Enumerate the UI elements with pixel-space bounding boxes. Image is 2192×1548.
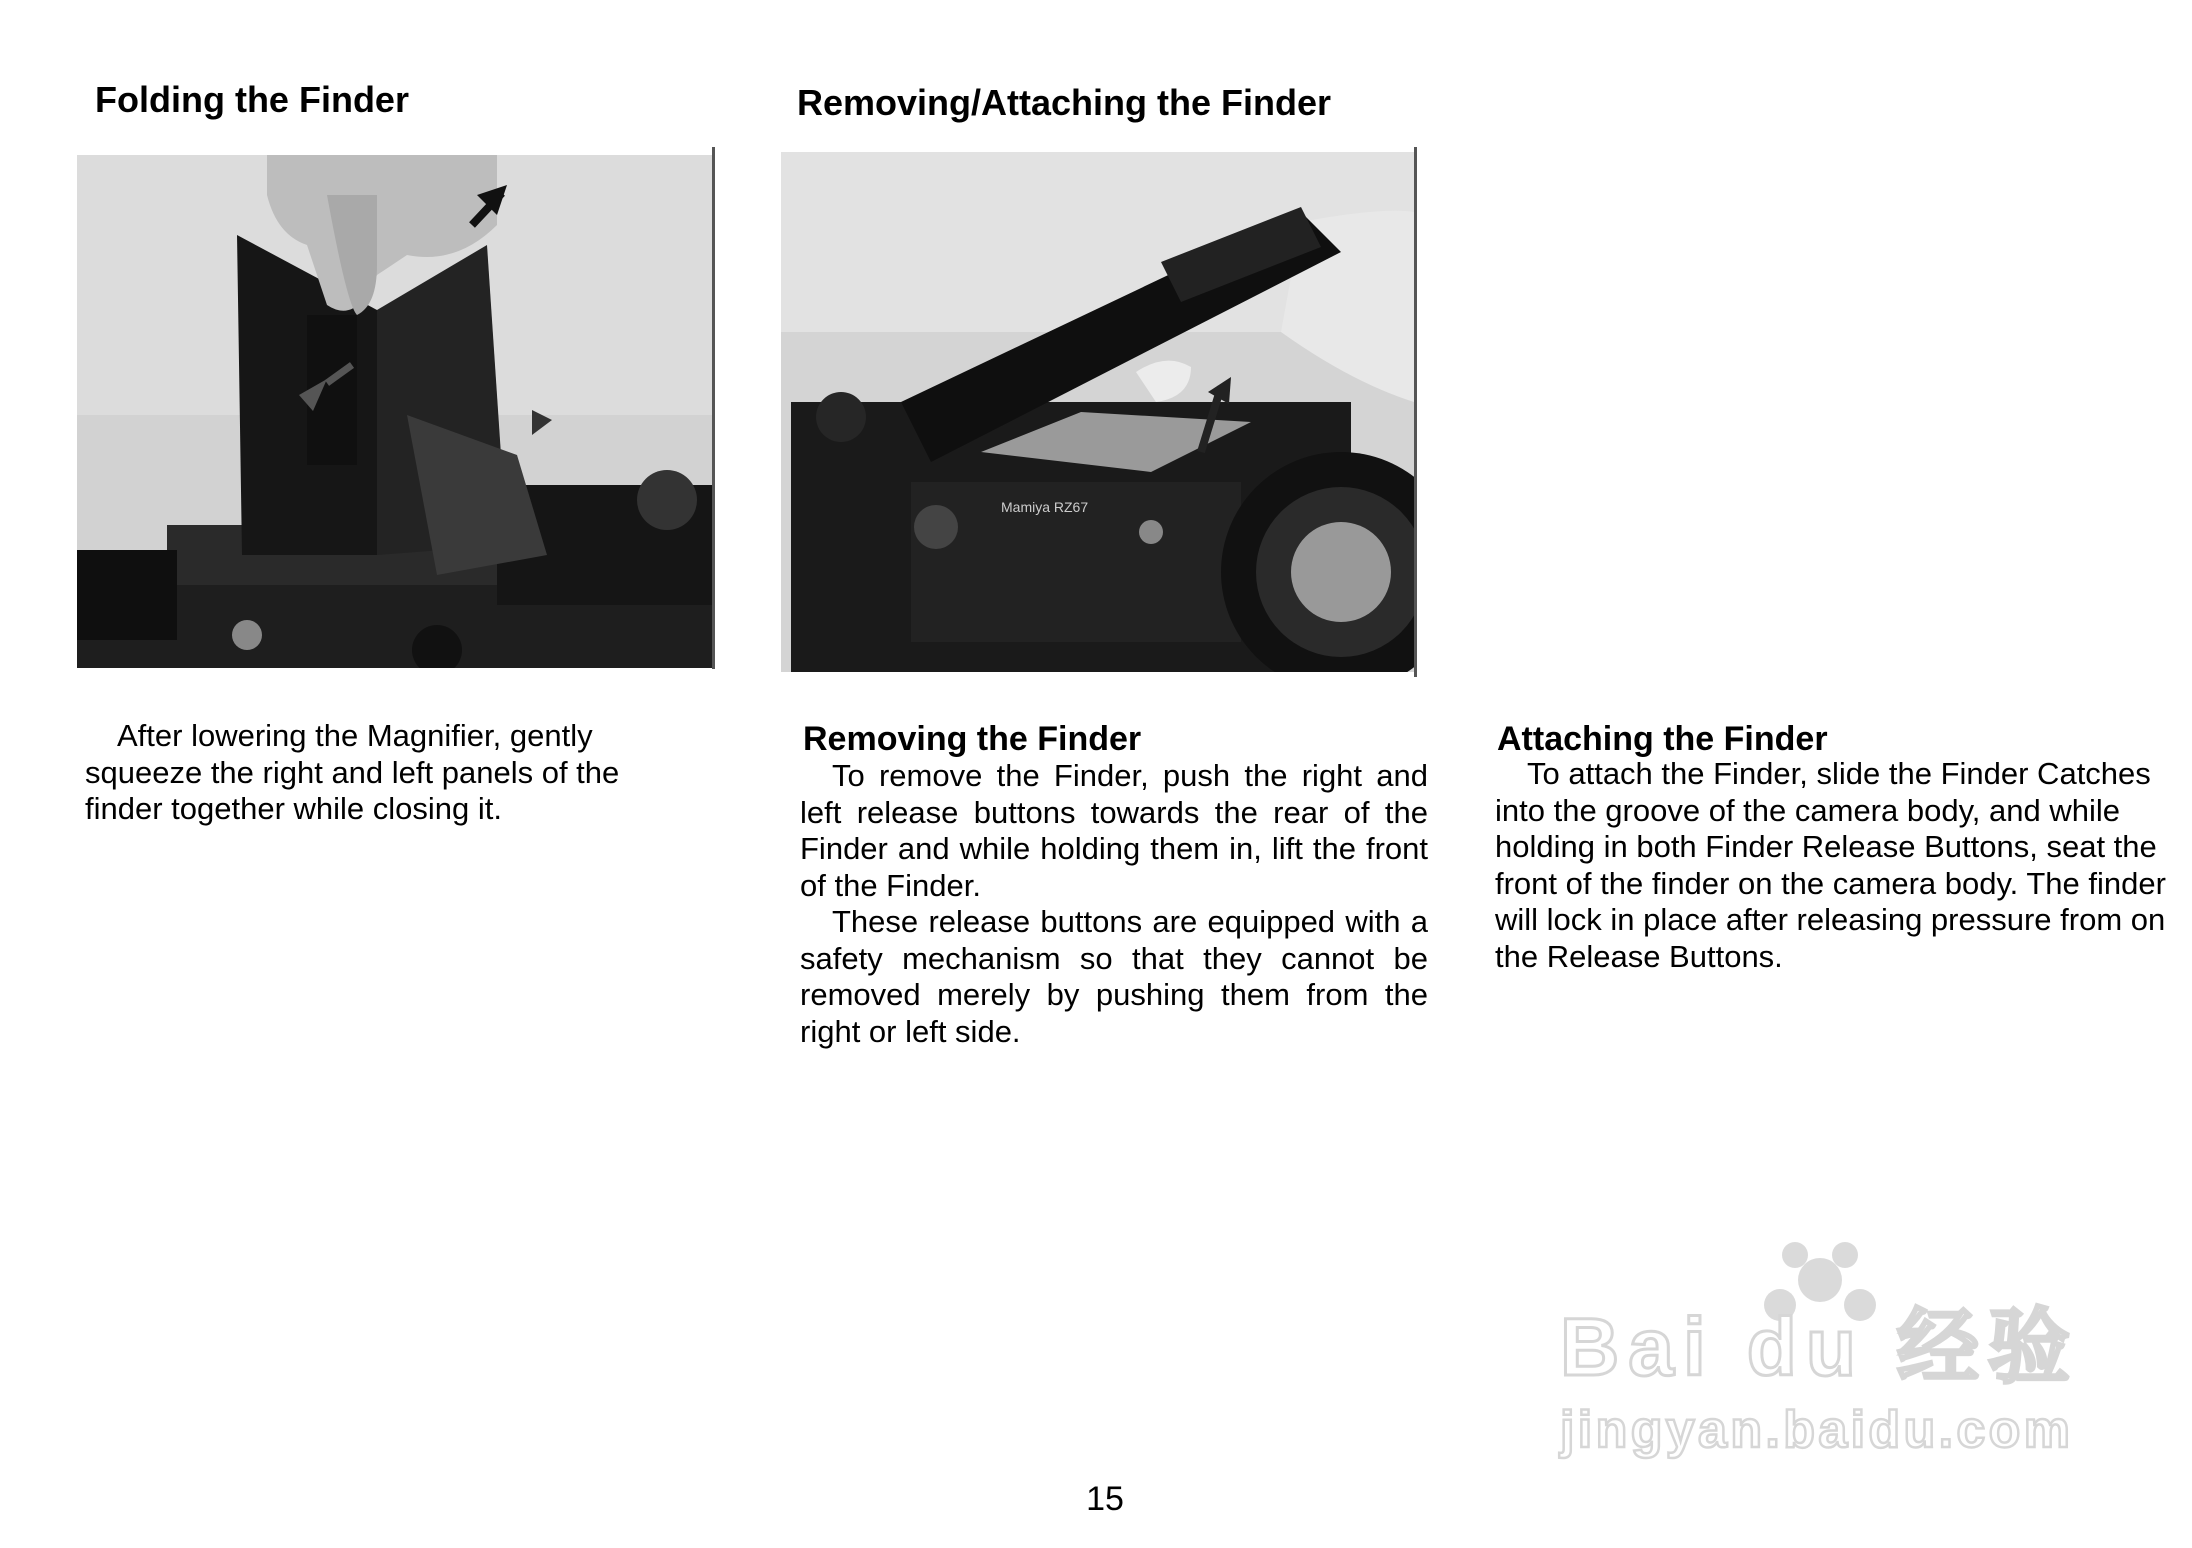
- folding-finder-title: Folding the Finder: [95, 79, 409, 120]
- attaching-finder-title: Attaching the Finder: [1497, 720, 1828, 758]
- removing-finder-paragraph-2: These release buttons are equipped with a safety mechanism so that they cannot be removed merely by pushing them from the right or left side.: [800, 904, 1428, 1049]
- watermark-url: jingyan.baidu.com: [1560, 1401, 2070, 1459]
- photo-edge: [1414, 147, 1417, 677]
- folding-finder-text: [85, 718, 685, 828]
- page-number: 15: [1086, 1480, 1124, 1518]
- removing-finder-title: Removing the Finder: [803, 720, 1142, 758]
- camera-label: Mamiya RZ67: [1001, 499, 1089, 515]
- attaching-finder-text: [1495, 756, 2170, 975]
- photo-removing-finder: [781, 152, 1414, 672]
- folding-finder-paragraph: After lowering the Magnifier, gently squeeze the right and left panels of the finder together while closing it.: [85, 718, 620, 826]
- removing-attaching-title: Removing/Attaching the Finder: [797, 82, 1332, 123]
- removing-finder-text: [800, 758, 1428, 1050]
- removing-finder-paragraph-1: To remove the Finder, push the right and left release buttons towards the rear of the Finder and while holding them in, lift the front of the Finder.: [800, 758, 1428, 903]
- photo-edge: [712, 147, 715, 669]
- attaching-finder-paragraph: To attach the Finder, slide the Finder Catches into the groove of the camera body, and while holding in both Finder Release Buttons, seat the front of the finder on the camera body. The finder will lock in place after releasing pressure from on the Release Buttons.: [1495, 756, 2166, 974]
- baidu-watermark: [1555, 1225, 2085, 1465]
- watermark-brand: Bai du 经验: [1560, 1302, 2070, 1393]
- photo-folding-finder: [77, 155, 712, 668]
